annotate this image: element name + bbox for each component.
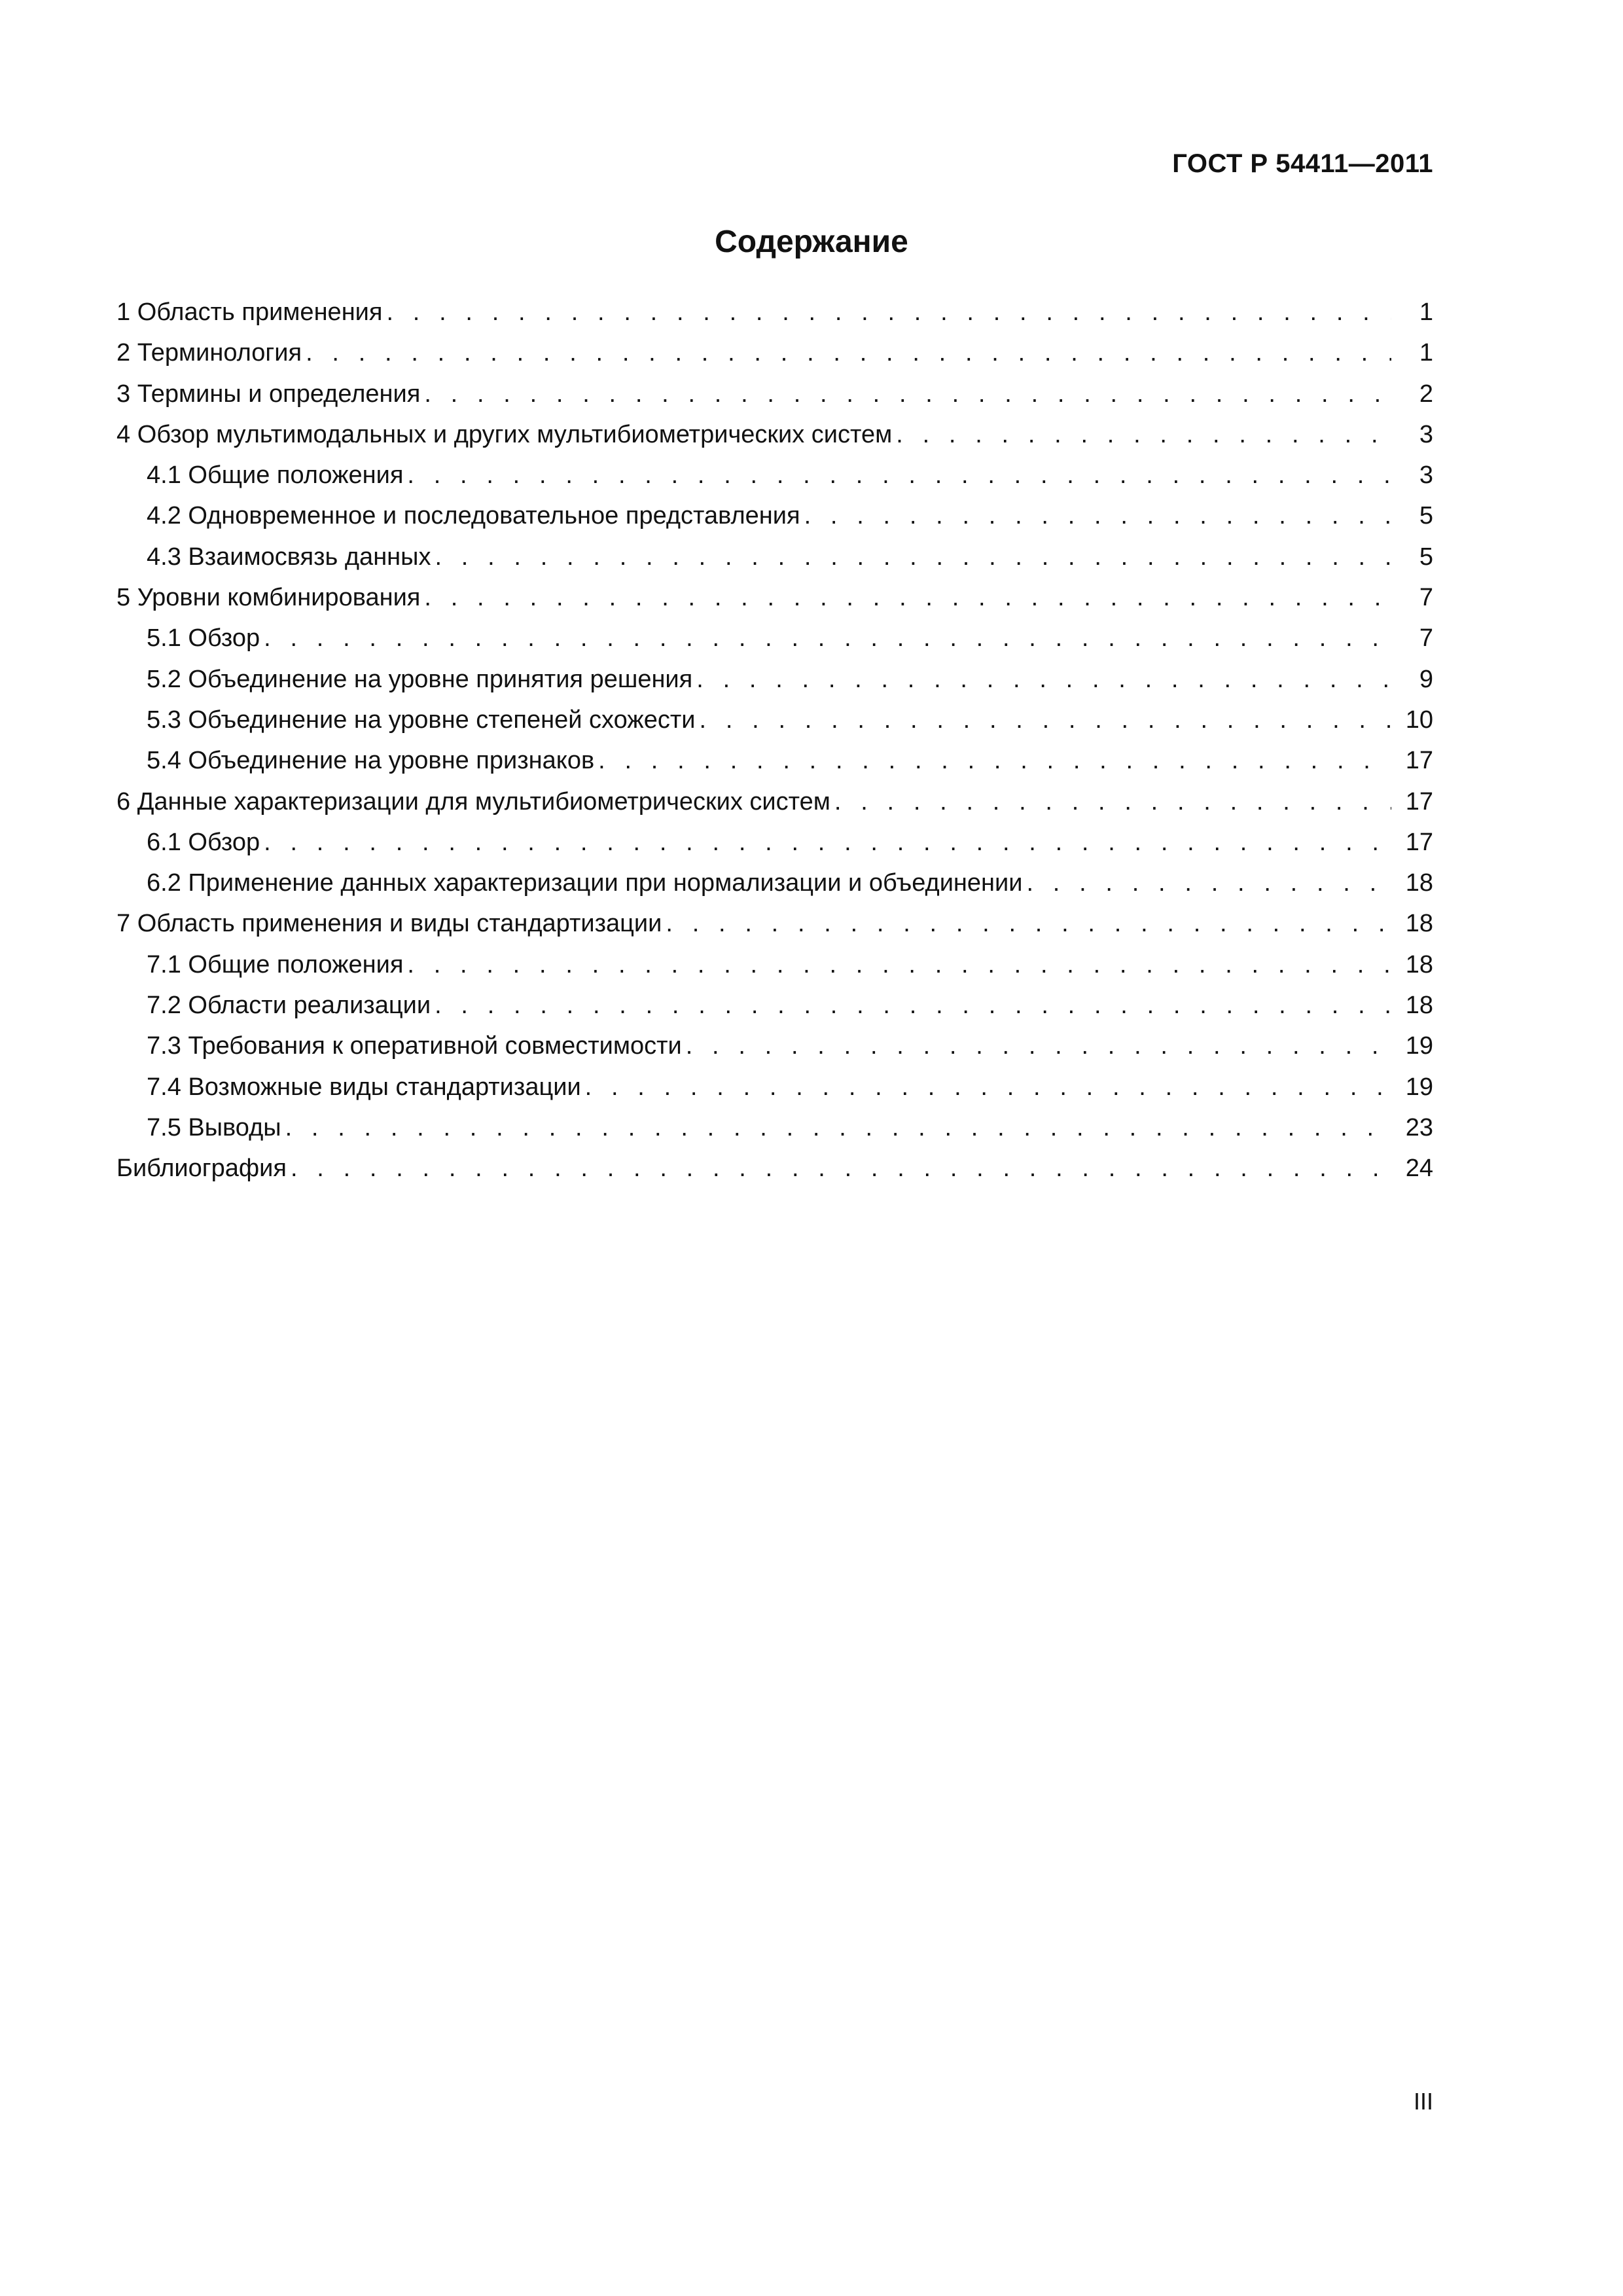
toc-dot-leader [666,903,1391,944]
toc-dot-leader [435,537,1391,577]
toc-dot-leader [424,374,1391,414]
toc-dot-leader [696,659,1391,700]
toc-entry-label: 6.2 Применение данных характеризации при нормализации и объединении [147,863,1026,903]
toc-entry-page: 18 [1405,992,1433,1020]
toc-entry-page: 23 [1405,1113,1433,1141]
toc-dot-leader [804,495,1391,536]
toc-entry[interactable] [116,781,1433,822]
toc-entry-page: 19 [1405,1073,1433,1101]
toc-entry[interactable] [116,822,1433,863]
toc-entry-label: 7.2 Области реализации [147,985,435,1026]
toc-entry[interactable] [116,903,1433,944]
toc-dot-leader [306,332,1391,373]
toc-dot-leader [585,1067,1391,1107]
toc-entry[interactable] [116,700,1433,740]
toc-dot-leader [424,577,1391,618]
toc-entry[interactable] [116,1067,1433,1107]
toc-entry[interactable] [116,455,1433,495]
toc-entry-page: 2 [1419,380,1433,408]
toc-entry-label: 4.1 Общие положения [147,455,407,495]
toc-entry-page: 9 [1419,665,1433,693]
toc-entry[interactable] [116,577,1433,618]
toc-dot-leader [291,1148,1391,1189]
toc-entry-page: 24 [1405,1155,1433,1183]
toc-dot-leader [386,292,1391,332]
toc-entry-page: 17 [1405,787,1433,816]
toc-dot-leader [264,618,1391,658]
toc-entry-page: 1 [1419,339,1433,367]
toc-entry-page: 18 [1405,950,1433,978]
toc-entry[interactable] [116,537,1433,577]
toc-entry-label: Библиография [116,1148,291,1189]
toc-entry-label: 5.2 Объединение на уровне принятия решения [147,659,696,700]
toc-entry[interactable] [116,985,1433,1026]
toc-entry-page: 3 [1419,420,1433,448]
toc-entry[interactable] [116,495,1433,536]
toc-entry-label: 7.5 Выводы [147,1107,285,1148]
toc-entry[interactable] [116,659,1433,700]
toc-entry-page: 7 [1419,624,1433,653]
toc-entry[interactable] [116,618,1433,658]
toc-entry-label: 2 Терминология [116,332,306,373]
toc-entry-label: 7.4 Возможные виды стандартизации [147,1067,585,1107]
table-of-contents [116,292,1433,1189]
toc-entry-label: 1 Область применения [116,292,386,332]
toc-dot-leader [896,414,1391,455]
toc-entry-label: 6.1 Обзор [147,822,264,863]
toc-entry[interactable] [116,863,1433,903]
toc-dot-leader [285,1107,1391,1148]
toc-entry[interactable] [116,332,1433,373]
toc-entry-page: 19 [1405,1032,1433,1060]
toc-entry[interactable] [116,944,1433,985]
toc-dot-leader [407,944,1391,985]
toc-entry-label: 5.3 Объединение на уровне степеней схожести [147,700,700,740]
toc-entry[interactable] [116,740,1433,781]
toc-entry-label: 6 Данные характеризации для мультибиометрических систем [116,781,834,822]
toc-entry-label: 7 Область применения и виды стандартизации [116,903,666,944]
toc-entry-label: 5.1 Обзор [147,618,264,658]
toc-entry-page: 7 [1419,584,1433,612]
toc-entry[interactable] [116,374,1433,414]
toc-entry-label: 4.3 Взаимосвязь данных [147,537,435,577]
toc-entry[interactable] [116,1026,1433,1066]
toc-entry-label: 4 Обзор мультимодальных и других мультибиометрических систем [116,414,896,455]
toc-entry-page: 5 [1419,502,1433,530]
toc-dot-leader [598,740,1391,781]
toc-entry-label: 3 Термины и определения [116,374,424,414]
toc-entry-label: 7.1 Общие положения [147,944,407,985]
page-number: III [1413,2088,1433,2115]
toc-entry-page: 17 [1405,747,1433,775]
toc-dot-leader [700,700,1392,740]
toc-dot-leader [435,985,1391,1026]
toc-dot-leader [834,781,1391,822]
toc-entry-label: 7.3 Требования к оперативной совместимости [147,1026,686,1066]
toc-entry-label: 5 Уровни комбинирования [116,577,424,618]
toc-dot-leader [264,822,1391,863]
toc-entry-page: 18 [1405,869,1433,897]
toc-entry-page: 5 [1419,543,1433,571]
toc-entry-page: 10 [1405,706,1433,734]
toc-dot-leader [1026,863,1391,903]
toc-entry-label: 4.2 Одновременное и последовательное представления [147,495,804,536]
toc-entry-label: 5.4 Объединение на уровне признаков [147,740,598,781]
toc-entry[interactable] [116,292,1433,332]
toc-entry[interactable] [116,1107,1433,1148]
toc-entry-page: 17 [1405,828,1433,856]
toc-entry[interactable] [116,414,1433,455]
toc-entry-page: 18 [1405,910,1433,938]
toc-entry-page: 1 [1419,298,1433,326]
toc-entry[interactable] [116,1148,1433,1189]
toc-dot-leader [407,455,1391,495]
toc-entry-page: 3 [1419,461,1433,490]
document-id: ГОСТ Р 54411—2011 [1172,149,1433,178]
toc-dot-leader [686,1026,1391,1066]
toc-title: Содержание [715,224,908,259]
